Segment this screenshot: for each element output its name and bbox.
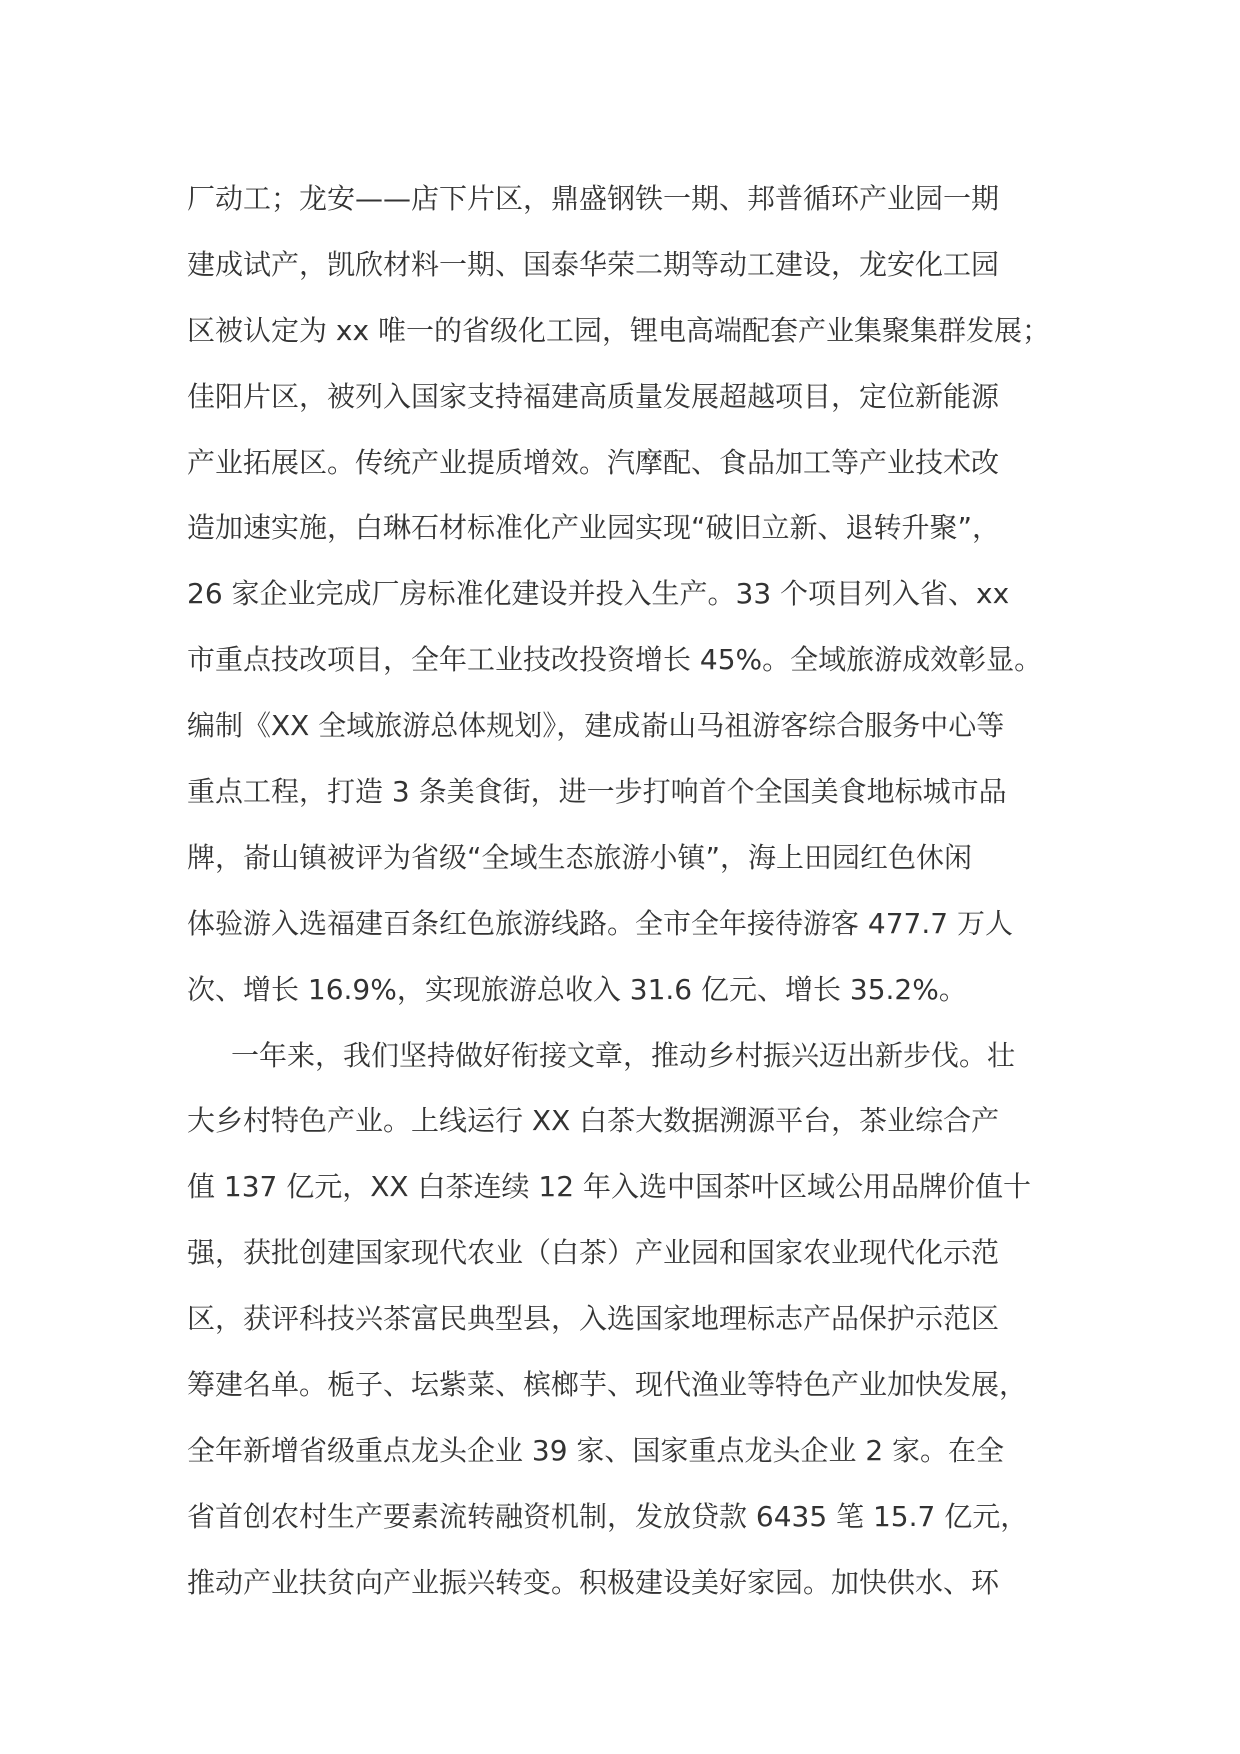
- text-line: 区被认定为 xx 唯一的省级化工园，锂电高端配套产业集聚集群发展；: [187, 313, 1050, 347]
- text-line: 强，获批创建国家现代农业（白茶）产业园和国家农业现代化示范: [187, 1236, 1000, 1270]
- text-line: 次、增长 16.9%，实现旅游总收入 31.6 亿元、增长 35.2%。: [187, 972, 967, 1006]
- text-line: 区，获评科技兴茶富民典型县，入选国家地理标志产品保护示范区: [187, 1302, 1000, 1336]
- text-line: 厂动工；龙安——店下片区，鼎盛钢铁一期、邦普循环产业园一期: [187, 182, 1000, 215]
- text-line: 产业拓展区。传统产业提质增效。汽摩配、食品加工等产业技术改: [187, 445, 1000, 479]
- text-line: 造加速实施，白琳石材标准化产业园实现“破旧立新、退转升聚”，: [187, 511, 1001, 545]
- paragraph-start-line: 一年来，我们坚持做好衔接文章，推动乡村振兴迈出新步伐。壮: [231, 1038, 1016, 1072]
- text-line: 筹建名单。栀子、坛紫菜、槟榔芋、现代渔业等特色产业加快发展，: [187, 1368, 1028, 1402]
- text-line: 体验游入选福建百条红色旅游线路。全市全年接待游客 477.7 万人: [187, 906, 1013, 940]
- body-text: [187, 166, 1087, 1616]
- text-line: 推动产业扶贫向产业振兴转变。积极建设美好家园。加快供水、环: [187, 1565, 1000, 1599]
- text-line: 佳阳片区，被列入国家支持福建高质量发展超越项目，定位新能源: [187, 379, 1000, 413]
- text-line: 26 家企业完成厂房标准化建设并投入生产。33 个项目列入省、xx: [187, 577, 1010, 611]
- text-line: 建成试产，凯欣材料一期、国泰华荣二期等动工建设，龙安化工园: [187, 247, 1000, 281]
- text-line: 牌，嵛山镇被评为省级“全域生态旅游小镇”，海上田园红色休闲: [187, 840, 973, 874]
- text-line: 大乡村特色产业。上线运行 XX 白茶大数据溯源平台，茶业综合产: [187, 1104, 1000, 1138]
- text-line: 编制《XX 全域旅游总体规划》，建成嵛山马祖游客综合服务中心等: [187, 709, 1005, 743]
- text-line: 市重点技改项目，全年工业技改投资增长 45%。全域旅游成效彰显。: [187, 643, 1043, 677]
- text-line: 全年新增省级重点龙头企业 39 家、国家重点龙头企业 2 家。在全: [187, 1433, 1005, 1467]
- text-line: 省首创农村生产要素流转融资机制，发放贷款 6435 笔 15.7 亿元，: [187, 1499, 1029, 1533]
- text-line: 值 137 亿元，XX 白茶连续 12 年入选中国茶叶区域公用品牌价值十: [187, 1170, 1031, 1204]
- text-line: 重点工程，打造 3 条美食街，进一步打响首个全国美食地标城市品: [187, 775, 1007, 809]
